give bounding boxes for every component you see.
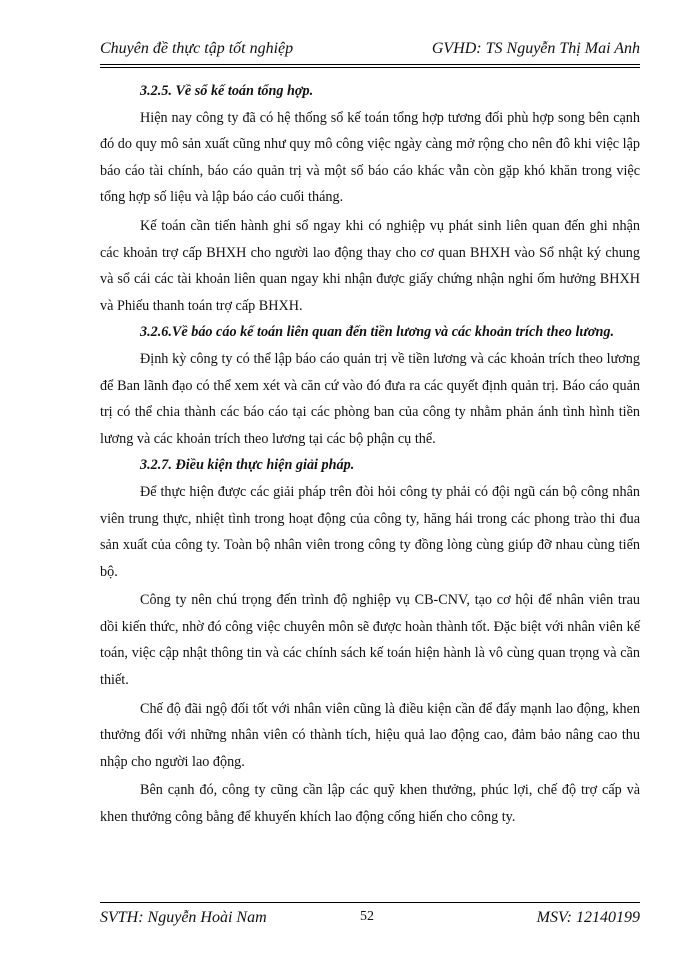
header-divider	[100, 67, 640, 68]
section-heading-327: 3.2.7. Điều kiện thực hiện giải pháp.	[140, 457, 355, 474]
header-supervisor: GVHD: TS Nguyễn Thị Mai Anh	[431, 40, 640, 57]
paragraph: Kế toán cần tiến hành ghi sổ ngay khi có nghiệp vụ phát sinh liên quan đến ghi nhận các khoản trợ cấp BHXH cho người lao động thay cho cơ quan BHXH vào Sổ nhật ký chung và sổ cái các tài khoản liên quan ngay khi nhận được giấy chứng nhận nghỉ ốm hưởng BHXH và Phiếu thanh toán trợ cấp BHXH.	[100, 217, 640, 314]
section-heading-326: 3.2.6.Về báo cáo kế toán liên quan đến tiền lương và các khoản trích theo lương.	[140, 324, 615, 341]
paragraph: Để thực hiện được các giải pháp trên đòi hỏi công ty phải có đội ngũ cán bộ công nhân viên trung thực, nhiệt tình trong hoạt động của công ty, hăng hái trong các phong trào thi đua sản xuất của công ty. Toàn bộ nhân viên trong công ty đồng lòng cùng giúp đỡ nhau cùng tiến bộ.	[100, 483, 640, 580]
header-course-title: Chuyên đề thực tập tốt nghiệp	[100, 40, 294, 57]
page-header	[100, 40, 640, 65]
page-footer	[100, 902, 640, 933]
paragraph: Định kỳ công ty có thể lập báo cáo quản trị về tiền lương và các khoản trích theo lương để Ban lãnh đạo có thể xem xét và căn cứ vào đó đưa ra các quyết định quản trị. Báo cáo quản trị có thể chia thành các báo cáo tại các phòng ban của công ty nhằm phản ánh tình hình tiền lương và các khoản trích theo lương tại các bộ phận cụ thể.	[100, 350, 640, 447]
paragraph: Hiện nay công ty đã có hệ thống sổ kế toán tổng hợp tương đối phù hợp song bên cạnh đó do quy mô sản xuất cũng như quy mô công việc ngày càng mở rộng cho nên đô khi việc lập báo cáo tài chính, báo cáo quản trị và một số báo cáo khác vẫn còn gặp khó khăn trong việc tổng hợp số liệu và lập báo cáo cuối tháng.	[100, 109, 640, 206]
paragraph: Chế độ đãi ngộ đối tốt với nhân viên cũng là điều kiện cần để đẩy mạnh lao động, khen thưởng đối với những nhân viên có thành tích, hiệu quả lao động cao, đảm bảo nâng cao thu nhập cho người lao động.	[100, 700, 640, 770]
page-number: 52	[360, 909, 374, 924]
footer-student-id: MSV: 12140199	[536, 909, 640, 926]
footer-student-name: SVTH: Nguyễn Hoài Nam	[100, 909, 267, 926]
paragraph: Công ty nên chú trọng đến trình độ nghiệp vụ CB-CNV, tạo cơ hội để nhân viên trau dồi kiến thức, nhờ đó công việc chuyên môn sẽ được hoàn thành tốt. Đặc biệt với nhân viên kế toán, việc cập nhật thông tin và các chính sách kế toán hiện hành là vô cùng quan trọng và cần thiết.	[100, 592, 640, 689]
paragraph: Bên cạnh đó, công ty cũng cần lập các quỹ khen thưởng, phúc lợi, chế độ trợ cấp và khen thưởng công bằng để khuyến khích lao động cống hiến cho công ty.	[100, 782, 640, 826]
document-body	[100, 78, 640, 831]
section-heading-325: 3.2.5. Về sổ kế toán tổng hợp.	[140, 83, 314, 99]
